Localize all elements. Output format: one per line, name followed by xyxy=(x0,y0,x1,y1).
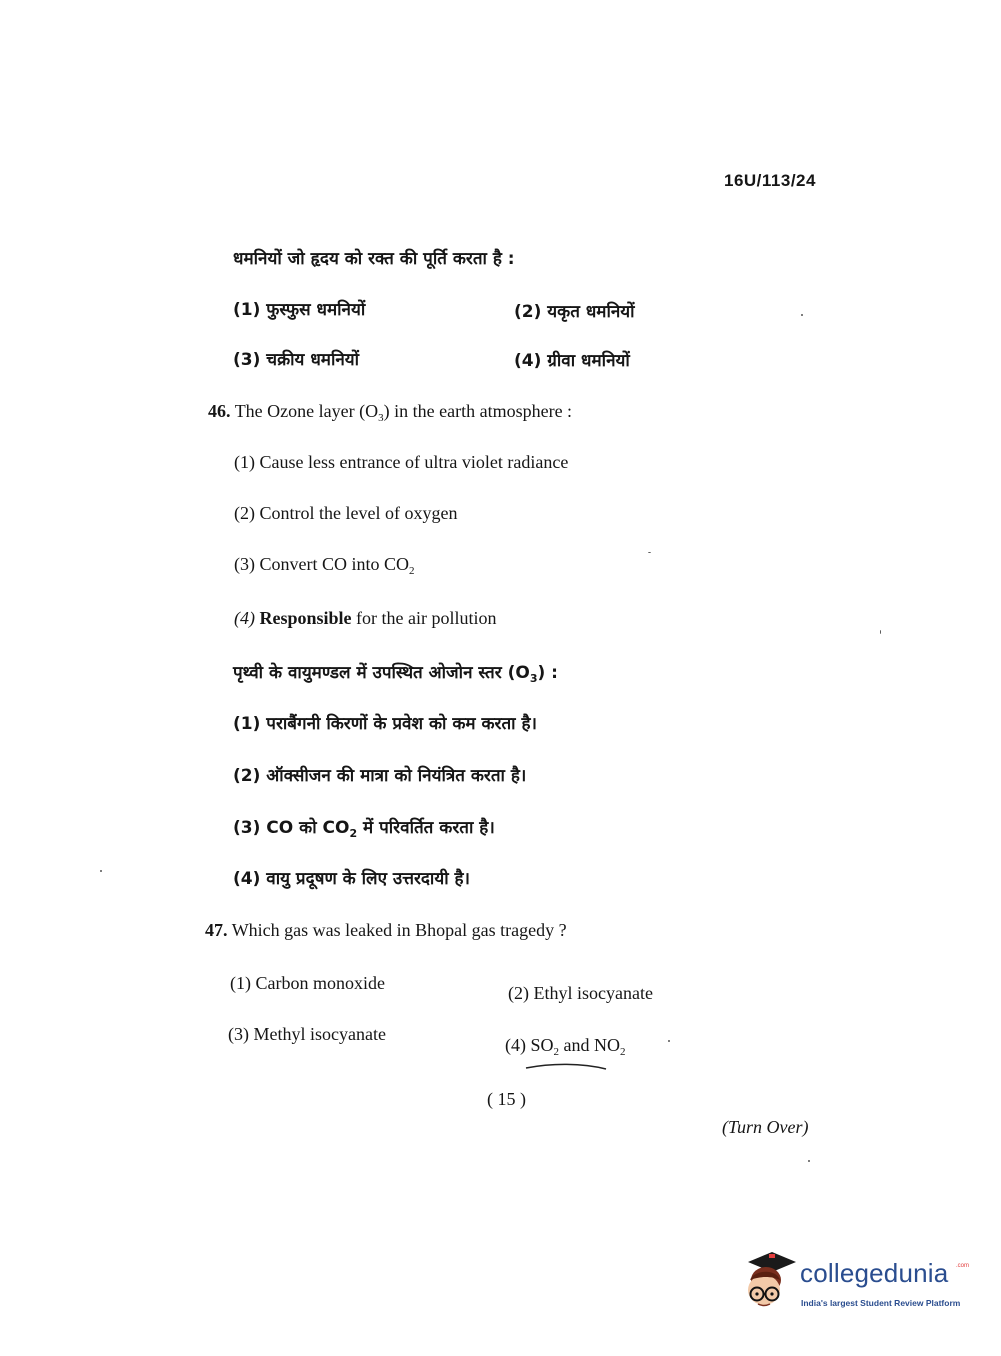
q45-option-2 xyxy=(514,299,635,322)
q46-stem-post: ) in the earth atmosphere : xyxy=(383,401,573,421)
option-text: यकृत धमनियों xyxy=(547,302,635,322)
option-number: (3) xyxy=(228,1024,249,1044)
option-text-post: में परिवर्तित करता है। xyxy=(357,818,495,838)
option-text: ग्रीवा धमनियों xyxy=(547,351,630,371)
q45-option-1 xyxy=(233,297,365,320)
option-number: (1) xyxy=(230,973,251,993)
q46-option-hi-1 xyxy=(233,711,537,734)
option-text: Control the level of oxygen xyxy=(259,503,458,523)
q46-option-4 xyxy=(234,608,497,629)
scan-speck xyxy=(880,630,881,634)
option-subscript: 2 xyxy=(349,827,358,840)
q46-option-hi-4 xyxy=(233,866,470,889)
option-text: फुस्फुस धमनियों xyxy=(266,300,366,320)
q47-stem xyxy=(205,920,567,941)
scan-speck xyxy=(668,1040,670,1042)
q46-stem-hindi-sub: 3 xyxy=(529,672,538,685)
q47-stem-text: Which gas was leaked in Bhopal gas tragedy ? xyxy=(231,920,567,940)
option-number: (3) xyxy=(233,818,261,838)
option-subscript: 2 xyxy=(409,565,415,577)
question-number: 47. xyxy=(205,920,228,940)
option-text: Cause less entrance of ultra violet radiance xyxy=(259,452,569,472)
option-number: (2) xyxy=(233,766,261,786)
option-text: Carbon monoxide xyxy=(255,973,385,993)
option-text: चक्रीय धमनियों xyxy=(266,350,360,370)
q46-option-hi-3 xyxy=(233,815,495,838)
brand-name: collegedunia xyxy=(800,1258,949,1288)
collegedunia-watermark xyxy=(742,1250,972,1320)
q46-option-3 xyxy=(234,554,415,575)
option-subscript-b: 2 xyxy=(620,1046,626,1058)
q46-stem-sub: 3 xyxy=(378,412,384,424)
option-number: (1) xyxy=(233,300,261,320)
option-text: वायु प्रदूषण के लिए उत्तरदायी है। xyxy=(266,869,470,889)
q47-option-4 xyxy=(505,1035,626,1056)
option-number: (4) xyxy=(233,869,261,889)
brand-tagline: India's largest Student Review Platform xyxy=(801,1298,961,1308)
q46-option-1 xyxy=(234,452,568,473)
scan-speck xyxy=(801,314,803,316)
option-number: (2) xyxy=(514,302,542,322)
q46-option-2 xyxy=(234,503,457,524)
q45-option-3 xyxy=(233,347,359,370)
q46-stem-hindi-pre: पृथ्वी के वायुमण्डल में उपस्थित ओजोन स्तर (O xyxy=(233,663,530,683)
option-text: Convert CO into CO xyxy=(259,554,410,574)
paper-code: 16U/113/24 xyxy=(724,171,816,190)
option-text: Ethyl isocyanate xyxy=(533,983,653,1003)
q47-option-2 xyxy=(508,983,653,1004)
option-text: Methyl isocyanate xyxy=(253,1024,386,1044)
option-text-bold: Responsible xyxy=(259,608,352,628)
option-text: पराबैंगनी किरणों के प्रवेश को कम करता है। xyxy=(266,714,537,734)
option-number: (4) xyxy=(505,1035,526,1055)
option-text-pre: CO को CO xyxy=(266,818,350,838)
scan-speck xyxy=(808,1160,810,1162)
q47-option-3 xyxy=(228,1024,386,1045)
option-subscript-a: 2 xyxy=(553,1046,560,1058)
q45-stem-hindi: धमनियों जो हृदय को रक्त की पूर्ति करता है : xyxy=(233,249,515,269)
mascot-icon xyxy=(742,1250,800,1312)
option-number: (1) xyxy=(233,714,261,734)
q47-option-1 xyxy=(230,973,385,994)
q46-stem xyxy=(208,401,572,422)
option-number: (2) xyxy=(234,503,255,523)
page-number: ( 15 ) xyxy=(487,1089,526,1109)
option-number: (3) xyxy=(233,350,261,370)
q45-option-4 xyxy=(514,348,630,371)
option-number: (3) xyxy=(234,554,255,574)
q46-stem-hindi-post: ) : xyxy=(537,663,558,683)
option-number: (4) xyxy=(234,608,255,628)
q46-option-hi-2 xyxy=(233,763,526,786)
handwritten-underline xyxy=(522,1060,612,1076)
option-text: ऑक्सीजन की मात्रा को नियंत्रित करता है। xyxy=(266,766,527,786)
option-text: for the air pollution xyxy=(351,608,497,628)
scan-speck xyxy=(100,870,102,872)
q46-stem-hindi xyxy=(233,660,558,683)
option-text-mid: and NO xyxy=(559,1035,621,1055)
turn-over-note: (Turn Over) xyxy=(722,1117,809,1137)
option-number: (4) xyxy=(514,351,542,371)
question-number: 46. xyxy=(208,401,231,421)
option-number: (2) xyxy=(508,983,529,1003)
option-number: (1) xyxy=(234,452,255,472)
brand-suffix: .com xyxy=(956,1263,970,1269)
q46-stem-pre: The Ozone layer (O xyxy=(234,401,379,421)
scan-speck xyxy=(648,552,651,553)
option-text-a: SO xyxy=(530,1035,554,1055)
